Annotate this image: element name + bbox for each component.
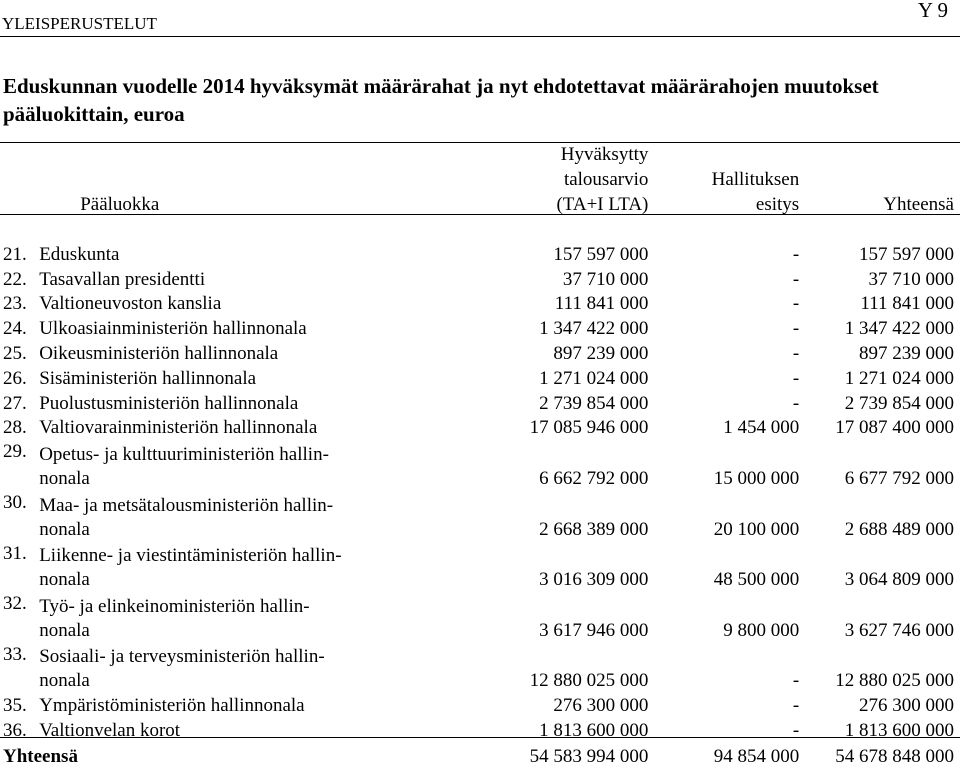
row-yhteensa: 1 347 422 000 xyxy=(844,318,954,340)
row-yhteensa: 3 064 809 000 xyxy=(844,569,954,591)
row-name-line1: Sosiaali- ja terveysministeriön hallin- xyxy=(39,646,325,668)
appropriations-table xyxy=(0,142,960,769)
table-row xyxy=(0,643,960,694)
page-number: Y 9 xyxy=(917,0,948,22)
table-row xyxy=(0,366,960,391)
row-talousarvio: 1 347 422 000 xyxy=(539,318,649,340)
row-number: 35. xyxy=(3,695,27,717)
row-number: 31. xyxy=(3,542,27,564)
row-number: 24. xyxy=(3,318,27,340)
table-header-row xyxy=(0,142,960,217)
row-yhteensa: 17 087 400 000 xyxy=(835,417,954,439)
row-talousarvio: 897 239 000 xyxy=(553,342,649,364)
row-talousarvio: 12 880 025 000 xyxy=(529,670,649,692)
table-row xyxy=(0,416,960,441)
total-label: Yhteensä xyxy=(3,745,78,767)
row-name-line2: nonala xyxy=(39,467,90,489)
table-row xyxy=(0,341,960,366)
row-name: Eduskunta xyxy=(39,243,120,265)
row-talousarvio: 111 841 000 xyxy=(554,293,649,315)
table-row xyxy=(0,718,960,743)
row-hallituksen-esitys: 20 100 000 xyxy=(713,518,800,540)
table-row xyxy=(0,316,960,341)
row-yhteensa: 2 688 489 000 xyxy=(844,518,954,540)
total-hallituksen-esitys: 94 854 000 xyxy=(713,745,800,767)
row-talousarvio: 6 662 792 000 xyxy=(539,467,649,489)
row-talousarvio: 276 300 000 xyxy=(553,695,649,717)
row-number: 28. xyxy=(3,417,27,439)
page-title: Eduskunnan vuodelle 2014 hyväksymät määrärahat ja nyt ehdotettavat määrärahojen muutokset pääluokittain, euroa xyxy=(3,74,879,126)
row-name xyxy=(39,542,475,593)
row-talousarvio: 1 271 024 000 xyxy=(539,367,649,389)
table-row xyxy=(0,391,960,416)
row-name: Valtionvelan korot xyxy=(39,719,181,741)
row-hallituksen-esitys: - xyxy=(792,670,800,692)
row-yhteensa: 12 880 025 000 xyxy=(835,670,954,692)
column-header-yhteensa: Yhteensä xyxy=(883,194,954,215)
row-number: 33. xyxy=(3,643,27,665)
header-spacer-row xyxy=(0,217,960,242)
row-name xyxy=(39,592,475,643)
row-name-line2: nonala xyxy=(39,670,90,692)
row-hallituksen-esitys: - xyxy=(792,695,800,717)
row-number: 25. xyxy=(3,342,27,364)
column-header-talousarvio-line2: talousarvio xyxy=(563,169,649,190)
column-header-paaluokka: Pääluokka xyxy=(80,194,160,215)
row-yhteensa: 157 597 000 xyxy=(859,243,954,265)
row-name: Sisäministeriön hallinnonala xyxy=(39,367,257,389)
row-name: Oikeusministeriön hallinnonala xyxy=(39,342,279,364)
column-header-hallituksen-line1: Hallituksen xyxy=(711,169,800,190)
row-number: 21. xyxy=(3,243,27,265)
row-name: Ulkoasiainministeriön hallinnonala xyxy=(39,318,307,340)
row-number: 27. xyxy=(3,392,27,414)
row-number: 22. xyxy=(3,268,27,290)
row-talousarvio: 17 085 946 000 xyxy=(529,417,649,439)
row-name: Valtiovarainministeriön hallinnonala xyxy=(39,417,318,439)
row-talousarvio: 3 016 309 000 xyxy=(539,569,649,591)
row-talousarvio: 3 617 946 000 xyxy=(539,619,649,641)
row-hallituksen-esitys: - xyxy=(792,342,800,364)
row-yhteensa: 2 739 854 000 xyxy=(844,392,954,414)
row-name-line1: Maa- ja metsätalousministeriön hallin- xyxy=(39,494,334,516)
row-yhteensa: 6 677 792 000 xyxy=(844,467,954,489)
row-name: Valtioneuvoston kanslia xyxy=(39,293,222,315)
column-header-talousarvio-line3: (TA+I LTA) xyxy=(556,194,649,215)
column-header-hallituksen-line2: esitys xyxy=(755,194,800,215)
row-talousarvio: 37 710 000 xyxy=(562,268,649,290)
row-hallituksen-esitys: 15 000 000 xyxy=(713,467,800,489)
row-number: 36. xyxy=(3,719,27,741)
table-row xyxy=(0,542,960,593)
table-row xyxy=(0,267,960,292)
row-hallituksen-esitys: 48 500 000 xyxy=(713,569,800,591)
table-total-row xyxy=(0,743,960,769)
row-talousarvio: 2 668 389 000 xyxy=(539,518,649,540)
row-name xyxy=(39,643,475,694)
row-talousarvio: 2 739 854 000 xyxy=(539,392,649,414)
header-number-cell xyxy=(0,142,39,217)
row-hallituksen-esitys: 9 800 000 xyxy=(723,619,800,641)
header-divider xyxy=(0,36,960,37)
row-talousarvio: 1 813 600 000 xyxy=(539,719,649,741)
row-number: 32. xyxy=(3,593,27,615)
row-name xyxy=(39,440,475,491)
table-row xyxy=(0,491,960,542)
row-yhteensa: 1 271 024 000 xyxy=(844,367,954,389)
row-hallituksen-esitys: - xyxy=(792,367,800,389)
row-yhteensa: 897 239 000 xyxy=(859,342,954,364)
row-name xyxy=(39,491,475,542)
row-hallituksen-esitys: - xyxy=(792,318,800,340)
table-row xyxy=(0,592,960,643)
table-row xyxy=(0,440,960,491)
table-row xyxy=(0,292,960,317)
total-talousarvio: 54 583 994 000 xyxy=(529,745,649,767)
row-hallituksen-esitys: - xyxy=(792,293,800,315)
row-name: Tasavallan presidentti xyxy=(39,268,206,290)
row-number: 30. xyxy=(3,491,27,513)
row-hallituksen-esitys: 1 454 000 xyxy=(723,417,800,439)
row-hallituksen-esitys: - xyxy=(792,268,800,290)
total-yhteensa: 54 678 848 000 xyxy=(835,745,954,767)
row-name-line1: Työ- ja elinkeinoministeriön hallin- xyxy=(39,595,310,617)
row-number: 29. xyxy=(3,441,27,463)
table-row xyxy=(0,693,960,718)
row-name-line2: nonala xyxy=(39,518,90,540)
row-hallituksen-esitys: - xyxy=(792,719,800,741)
row-number: 23. xyxy=(3,293,27,315)
row-hallituksen-esitys: - xyxy=(792,243,800,265)
row-hallituksen-esitys: - xyxy=(792,392,800,414)
row-name: Puolustusministeriön hallinnonala xyxy=(39,392,299,414)
row-name-line2: nonala xyxy=(39,569,90,591)
row-yhteensa: 1 813 600 000 xyxy=(844,719,954,741)
row-yhteensa: 37 710 000 xyxy=(868,268,954,290)
column-header-talousarvio-line1: Hyväksytty xyxy=(560,144,649,165)
table-row xyxy=(0,242,960,267)
row-talousarvio: 157 597 000 xyxy=(553,243,649,265)
row-yhteensa: 276 300 000 xyxy=(859,695,954,717)
row-name-line1: Liikenne- ja viestintäministeriön hallin- xyxy=(39,545,342,567)
column-header-talousarvio xyxy=(475,142,648,217)
row-name-line2: nonala xyxy=(39,619,90,641)
row-number: 26. xyxy=(3,367,27,389)
column-header-hallituksen-esitys xyxy=(648,142,799,217)
row-yhteensa: 3 627 746 000 xyxy=(844,619,954,641)
row-name-line1: Opetus- ja kulttuuriministeriön hallin- xyxy=(39,443,329,465)
section-header: YLEISPERUSTELUT xyxy=(2,14,157,33)
row-name: Ympäristöministeriön hallinnonala xyxy=(39,695,305,717)
row-yhteensa: 111 841 000 xyxy=(860,293,954,315)
